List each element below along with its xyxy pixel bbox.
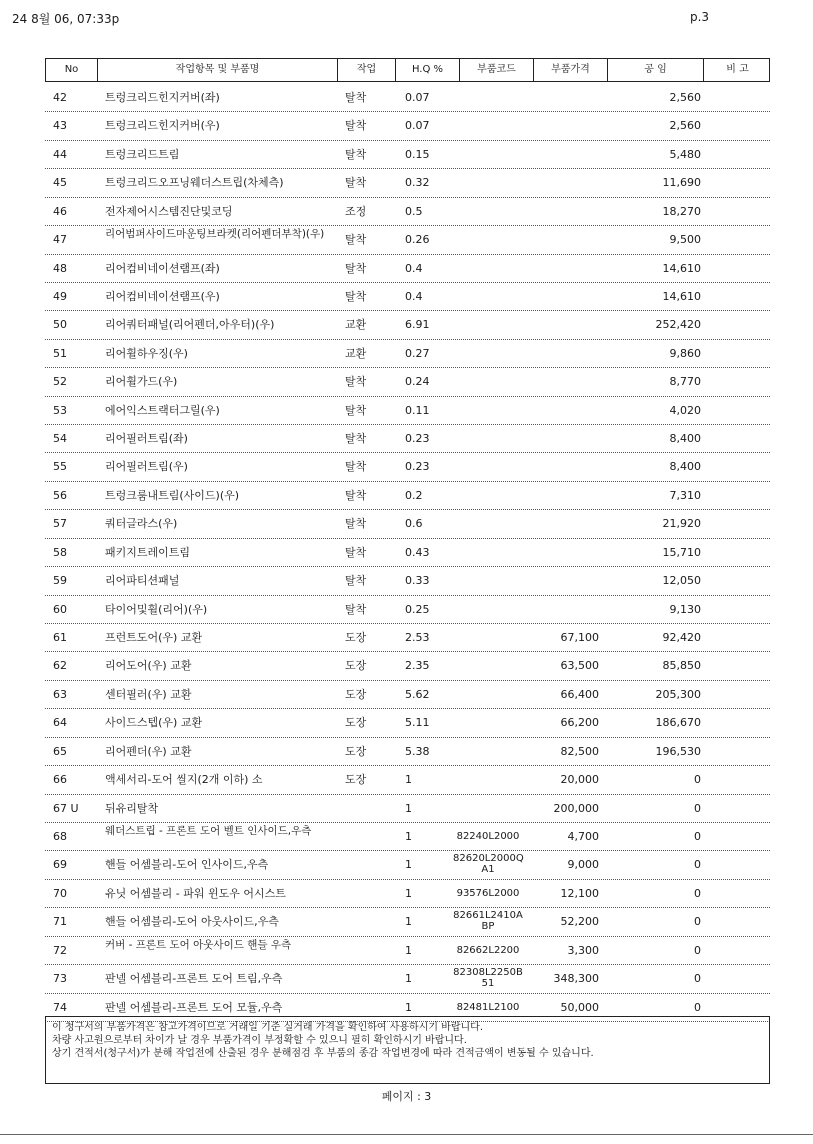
row-labor: 0 — [694, 773, 701, 787]
row-item-name: 리어범퍼사이드마운팅브라켓(리어펜더부착)(우) — [105, 228, 325, 241]
row-hq: 1 — [405, 886, 412, 900]
row-work-type: 교환 — [345, 318, 367, 332]
row-hq: 0.23 — [405, 432, 430, 446]
row-labor: 205,300 — [655, 687, 701, 701]
row-no: 66 — [53, 773, 67, 787]
estimate-rows — [45, 84, 770, 1022]
row-labor: 92,420 — [662, 631, 701, 645]
row-no: 57 — [53, 517, 67, 531]
row-no: 59 — [53, 574, 67, 588]
row-labor: 0 — [694, 972, 701, 986]
row-labor: 7,310 — [669, 488, 701, 502]
row-labor: 2,560 — [669, 119, 701, 133]
row-work-type: 도장 — [345, 773, 367, 787]
row-item-name: 패키지트레이트림 — [105, 545, 191, 559]
row-work-type: 탈착 — [345, 602, 367, 616]
row-hq: 0.25 — [405, 602, 430, 616]
row-item-name: 사이드스텝(우) 교환 — [105, 716, 203, 730]
table-row — [45, 880, 770, 908]
row-hq: 0.6 — [405, 517, 423, 531]
table-row — [45, 766, 770, 794]
row-work-type: 탈착 — [345, 460, 367, 474]
row-part-price: 9,000 — [567, 858, 599, 872]
row-item-name: 트렁크리드힌지커버(우) — [105, 119, 220, 133]
row-item-name: 커버 - 프론트 도어 아웃사이드 핸들 우측 — [105, 938, 292, 951]
table-row — [45, 283, 770, 311]
row-item-name: 센터필러(우) 교환 — [105, 687, 192, 701]
row-no: 54 — [53, 432, 67, 446]
print-datetime: 24 8월 06, 07:33p — [12, 12, 120, 26]
row-hq: 0.07 — [405, 91, 430, 104]
table-row — [45, 795, 770, 823]
table-row — [45, 510, 770, 538]
row-labor: 196,530 — [655, 744, 701, 758]
row-item-name: 리어컴비네이션램프(우) — [105, 289, 220, 303]
row-no: 73 — [53, 972, 67, 986]
table-row — [45, 141, 770, 169]
row-work-type: 도장 — [345, 744, 367, 758]
row-part-code: 93576L2000 — [456, 887, 520, 899]
row-labor: 9,860 — [669, 346, 701, 360]
row-item-name: 리어필러트림(좌) — [105, 432, 188, 446]
row-hq: 5.38 — [405, 744, 430, 758]
row-item-name: 트렁크룸내트림(사이드)(우) — [105, 488, 240, 502]
row-work-type: 탈착 — [345, 432, 367, 446]
row-hq: 1 — [405, 915, 412, 929]
row-item-name: 리어도어(우) 교환 — [105, 659, 192, 673]
row-no: 64 — [53, 716, 67, 730]
row-labor: 252,420 — [655, 318, 701, 332]
table-row — [45, 311, 770, 339]
row-labor: 0 — [694, 1000, 701, 1014]
row-item-name: 웨더스트립 - 프론트 도어 벨트 인사이드,우측 — [105, 824, 312, 837]
row-no: 49 — [53, 289, 67, 303]
table-row — [45, 567, 770, 595]
row-work-type: 탈착 — [345, 233, 367, 247]
row-part-price: 66,400 — [560, 687, 599, 701]
col-remark: 비 고 — [726, 64, 749, 75]
row-hq: 6.91 — [405, 318, 430, 332]
row-no: 53 — [53, 403, 67, 417]
table-row — [45, 226, 770, 254]
row-labor: 0 — [694, 943, 701, 957]
col-item-name: 작업항목 및 부품명 — [98, 59, 338, 81]
row-no: 61 — [53, 631, 67, 645]
row-hq: 0.24 — [405, 375, 430, 389]
row-labor: 9,500 — [669, 233, 701, 247]
table-row — [45, 112, 770, 140]
row-work-type: 탈착 — [345, 517, 367, 531]
row-hq: 1 — [405, 773, 412, 787]
row-part-price: 200,000 — [553, 801, 599, 815]
row-work-type: 도장 — [345, 659, 367, 673]
row-item-name: 판넬 어셈블리-프론트 도어 모듈,우측 — [105, 1000, 283, 1014]
row-labor: 5,480 — [669, 147, 701, 161]
row-item-name: 타이어및휠(리어)(우) — [105, 602, 208, 616]
table-row — [45, 482, 770, 510]
row-hq: 0.4 — [405, 289, 423, 303]
row-work-type: 탈착 — [345, 91, 367, 104]
note-line: 이 청구서의 부품가격은 참고가격이므로 거래일 기준 실거래 가격을 확인하여 사용하시기 바랍니다. — [52, 1022, 484, 1033]
row-no: 67 U — [53, 801, 79, 815]
row-no: 60 — [53, 602, 67, 616]
row-part-price: 4,700 — [567, 829, 599, 843]
row-no: 44 — [53, 147, 67, 161]
row-item-name: 리어필러트림(우) — [105, 460, 188, 474]
row-labor: 18,270 — [662, 204, 701, 218]
row-part-price: 82,500 — [560, 744, 599, 758]
row-work-type: 탈착 — [345, 261, 367, 275]
row-work-type: 탈착 — [345, 574, 367, 588]
row-hq: 0.11 — [405, 403, 430, 417]
row-labor: 21,920 — [662, 517, 701, 531]
row-no: 43 — [53, 119, 67, 133]
row-hq: 1 — [405, 943, 412, 957]
row-no: 62 — [53, 659, 67, 673]
row-hq: 0.32 — [405, 176, 430, 190]
row-hq: 0.26 — [405, 233, 430, 247]
row-no: 51 — [53, 346, 67, 360]
row-item-name: 뒤유리탈착 — [105, 801, 159, 815]
row-item-name: 리어쿼터패널(리어펜더,아우터)(우) — [105, 318, 275, 332]
row-no: 56 — [53, 488, 67, 502]
col-work-type: 작업 — [338, 59, 396, 81]
row-part-code: 82661L2410A BP — [453, 910, 523, 933]
row-labor: 0 — [694, 801, 701, 815]
row-part-price: 52,200 — [560, 915, 599, 929]
row-part-price: 50,000 — [560, 1000, 599, 1014]
table-row — [45, 368, 770, 396]
row-no: 63 — [53, 687, 67, 701]
row-no: 68 — [53, 829, 67, 843]
row-hq: 1 — [405, 972, 412, 986]
col-hq: H.Q % — [396, 59, 460, 81]
row-work-type: 탈착 — [345, 488, 367, 502]
row-work-type: 탈착 — [345, 119, 367, 133]
table-row — [45, 255, 770, 283]
row-work-type: 탈착 — [345, 289, 367, 303]
bottom-rule — [0, 1134, 813, 1135]
row-no: 46 — [53, 204, 67, 218]
row-no: 52 — [53, 375, 67, 389]
row-labor: 11,690 — [662, 176, 701, 190]
row-no: 72 — [53, 943, 67, 957]
table-row — [45, 198, 770, 226]
row-labor: 14,610 — [662, 261, 701, 275]
note-line: 상기 견적서(청구서)가 분해 작업전에 산출된 경우 분해점검 후 부품의 종감 작업변경에 따라 견적금액이 변동될 수 있습니다. — [52, 1048, 594, 1059]
table-row — [45, 937, 770, 965]
row-hq: 0.2 — [405, 488, 423, 502]
row-part-code: 82620L2000Q A1 — [453, 853, 524, 876]
row-hq: 5.62 — [405, 687, 430, 701]
row-labor: 2,560 — [669, 91, 701, 104]
row-part-code: 82662L2200 — [456, 944, 520, 956]
row-no: 71 — [53, 915, 67, 929]
table-row — [45, 539, 770, 567]
row-part-price: 20,000 — [560, 773, 599, 787]
row-item-name: 에어익스트랙터그릴(우) — [105, 403, 220, 417]
table-row — [45, 738, 770, 766]
row-item-name: 액세서리-도어 씰지(2개 이하) 소 — [105, 773, 263, 787]
row-part-code: 82308L2250B 51 — [453, 967, 523, 990]
note-line: 차량 사고원으로부터 차이가 날 경우 부품가격이 부정확할 수 있으니 필히 확인하시기 바랍니다. — [52, 1035, 467, 1046]
table-row — [45, 397, 770, 425]
row-work-type: 탈착 — [345, 176, 367, 190]
row-item-name: 트렁크리드오프닝웨더스트립(차체측) — [105, 176, 284, 190]
row-no: 74 — [53, 1000, 67, 1014]
table-row — [45, 596, 770, 624]
table-row — [45, 453, 770, 481]
row-part-code: 82240L2000 — [456, 830, 520, 842]
row-hq: 0.27 — [405, 346, 430, 360]
row-no: 42 — [53, 91, 67, 104]
row-hq: 1 — [405, 858, 412, 872]
row-work-type: 도장 — [345, 687, 367, 701]
row-no: 45 — [53, 176, 67, 190]
page-footer: 페이지 : 3 — [381, 1090, 432, 1103]
row-work-type: 탈착 — [345, 545, 367, 559]
row-hq: 2.35 — [405, 659, 430, 673]
row-hq: 2.53 — [405, 631, 430, 645]
row-hq: 0.4 — [405, 261, 423, 275]
row-part-price: 12,100 — [560, 886, 599, 900]
row-part-code: 82481L2100 — [456, 1001, 520, 1013]
row-hq: 1 — [405, 801, 412, 815]
row-labor: 8,770 — [669, 375, 701, 389]
row-part-price: 67,100 — [560, 631, 599, 645]
row-labor: 0 — [694, 829, 701, 843]
page-number: p.3 — [690, 10, 710, 24]
row-labor: 0 — [694, 886, 701, 900]
row-no: 48 — [53, 261, 67, 275]
row-hq: 0.15 — [405, 147, 430, 161]
row-labor: 12,050 — [662, 574, 701, 588]
table-row — [45, 652, 770, 680]
row-labor: 9,130 — [669, 602, 701, 616]
row-work-type: 조정 — [345, 204, 367, 218]
row-work-type: 탈착 — [345, 403, 367, 417]
row-item-name: 유닛 어셈블리 - 파워 윈도우 어시스트 — [105, 886, 286, 900]
row-no: 65 — [53, 744, 67, 758]
row-hq: 0.07 — [405, 119, 430, 133]
col-no: No — [46, 59, 98, 81]
table-row — [45, 851, 770, 879]
row-labor: 15,710 — [662, 545, 701, 559]
table-row — [45, 169, 770, 197]
row-work-type: 탈착 — [345, 147, 367, 161]
row-labor: 186,670 — [655, 716, 701, 730]
table-row — [45, 681, 770, 709]
row-item-name: 판넬 어셈블리-프론트 도어 트림,우측 — [105, 972, 283, 986]
table-row — [45, 823, 770, 851]
row-item-name: 전자제어시스템진단및코딩 — [105, 204, 233, 218]
col-part-code: 부품코드 — [460, 59, 534, 81]
row-labor: 8,400 — [669, 460, 701, 474]
col-labor: 공 임 — [608, 59, 704, 81]
row-no: 69 — [53, 858, 67, 872]
row-part-price: 66,200 — [560, 716, 599, 730]
row-no: 50 — [53, 318, 67, 332]
table-row — [45, 340, 770, 368]
row-labor: 0 — [694, 858, 701, 872]
table-row — [45, 709, 770, 737]
row-hq: 5.11 — [405, 716, 430, 730]
table-row — [45, 84, 770, 112]
row-work-type: 도장 — [345, 716, 367, 730]
row-work-type: 교환 — [345, 346, 367, 360]
row-item-name: 핸들 어셈블리-도어 아웃사이드,우측 — [105, 915, 279, 929]
row-hq: 0.23 — [405, 460, 430, 474]
row-hq: 0.5 — [405, 204, 423, 218]
row-labor: 14,610 — [662, 289, 701, 303]
row-part-price: 3,300 — [567, 943, 599, 957]
row-no: 47 — [53, 233, 67, 247]
row-item-name: 프런트도어(우) 교환 — [105, 631, 203, 645]
table-row — [45, 908, 770, 936]
row-item-name: 트렁크리드힌지커버(좌) — [105, 91, 220, 104]
row-item-name: 리어파티션패널 — [105, 574, 180, 588]
row-labor: 4,020 — [669, 403, 701, 417]
row-part-price: 63,500 — [560, 659, 599, 673]
row-work-type: 탈착 — [345, 375, 367, 389]
row-item-name: 리어컴비네이션램프(좌) — [105, 261, 220, 275]
row-no: 58 — [53, 545, 67, 559]
row-hq: 1 — [405, 1000, 412, 1014]
row-hq: 1 — [405, 829, 412, 843]
table-row — [45, 624, 770, 652]
row-item-name: 쿼터글라스(우) — [105, 517, 178, 531]
row-labor: 0 — [694, 915, 701, 929]
row-item-name: 리어휠하우징(우) — [105, 346, 188, 360]
notes-box — [45, 1016, 770, 1084]
table-header — [45, 58, 770, 82]
row-item-name: 리어휠가드(우) — [105, 375, 178, 389]
row-hq: 0.43 — [405, 545, 430, 559]
col-part-price: 부품가격 — [534, 59, 608, 81]
row-no: 55 — [53, 460, 67, 474]
row-hq: 0.33 — [405, 574, 430, 588]
row-item-name: 리어펜더(우) 교환 — [105, 744, 192, 758]
row-item-name: 트렁크리드트림 — [105, 147, 180, 161]
row-work-type: 도장 — [345, 631, 367, 645]
row-labor: 85,850 — [662, 659, 701, 673]
table-row — [45, 425, 770, 453]
row-item-name: 핸들 어셈블리-도어 인사이드,우측 — [105, 858, 269, 872]
row-labor: 8,400 — [669, 432, 701, 446]
row-no: 70 — [53, 886, 67, 900]
table-row — [45, 965, 770, 993]
row-part-price: 348,300 — [553, 972, 599, 986]
